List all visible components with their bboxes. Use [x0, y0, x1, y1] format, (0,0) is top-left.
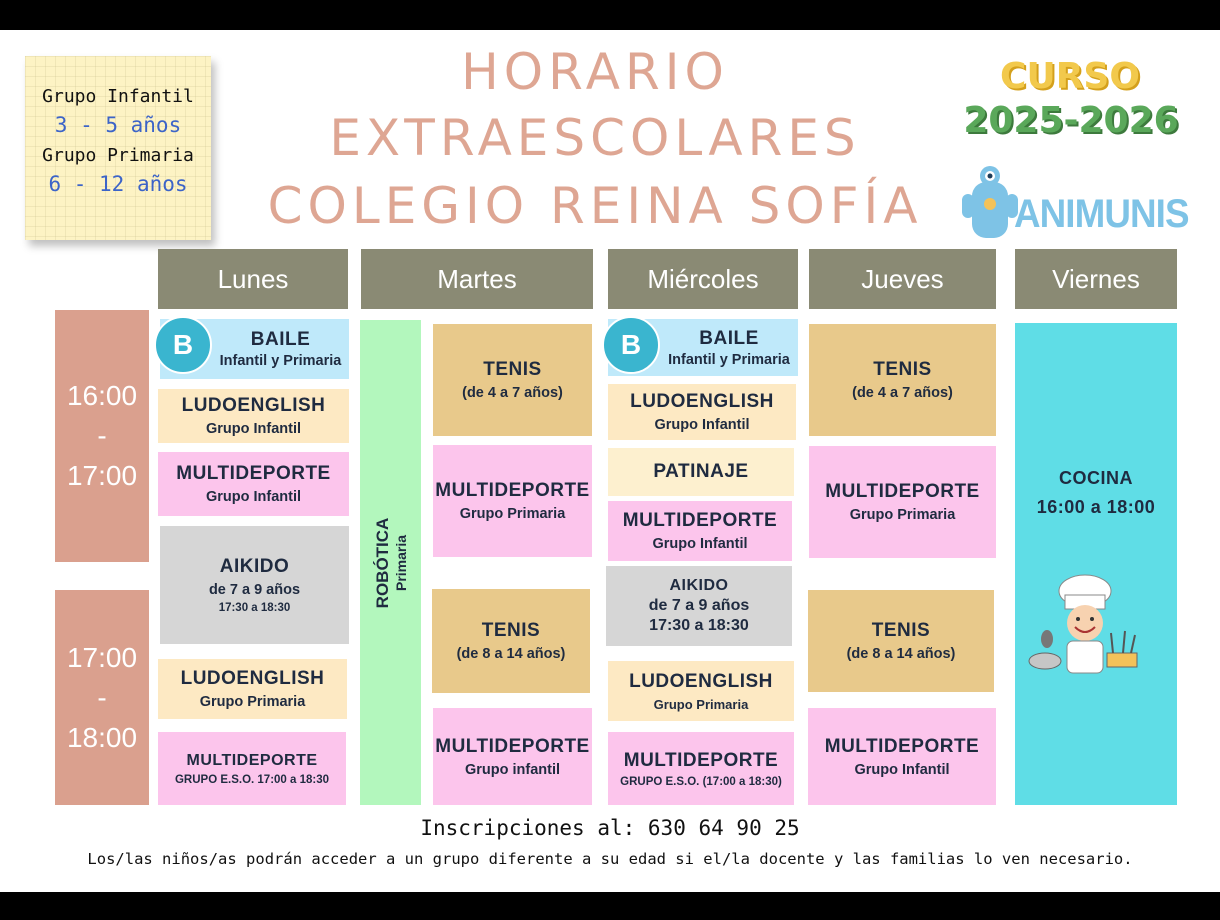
time-end: 17:00 [66, 460, 138, 491]
day-header-lunes: Lunes [158, 249, 348, 309]
martes-robotica [360, 320, 421, 805]
miercoles-aikido [606, 566, 792, 646]
activity-title: TENIS [873, 359, 932, 380]
activity-title: LUDOENGLISH [630, 391, 774, 412]
footer-note: Los/las niños/as podrán acceder a un grupo diferente a su edad si el/la docente y las familias lo ven necesario. [87, 850, 1133, 868]
activity-sub: Grupo Primaria [459, 506, 566, 522]
curso-years: 2025-2026 [963, 100, 1179, 141]
activity-sub: de 7 a 9 años [208, 582, 301, 598]
activity-sub: Grupo Infantil [205, 421, 302, 437]
activity-sub: Grupo Infantil [854, 761, 950, 778]
activity-title: MULTIDEPORTE [623, 749, 779, 771]
activity-title: MULTIDEPORTE [435, 735, 590, 757]
lunes-ludoenglish-primaria [158, 659, 347, 719]
infantil-ages: 3 - 5 años [54, 113, 182, 137]
title-line-1: HORARIO [461, 43, 729, 101]
activity-title: ROBÓTICA [372, 517, 392, 608]
activity-sub: GRUPO E.S.O. (17:00 a 18:30) [620, 775, 782, 788]
activity-sub: Grupo Primaria [653, 696, 749, 712]
baila-logo-icon: B [602, 316, 660, 374]
activity-title: MULTIDEPORTE [824, 735, 980, 757]
time-start: 17:00 [66, 641, 138, 673]
activity-title: MULTIDEPORTE [622, 510, 778, 531]
schedule-sheet [0, 30, 1220, 892]
jueves-multideporte-infantil [808, 708, 996, 805]
activity-title: MULTIDEPORTE [825, 481, 980, 502]
activity-sub: Primaria [392, 534, 409, 591]
activity-title: COCINA [1059, 468, 1133, 488]
jueves-tenis-4-7 [809, 324, 996, 436]
day-header-miercoles: Miércoles [608, 249, 798, 309]
title-line-3: COLEGIO REINA SOFÍA [267, 177, 923, 235]
activity-sub: de 7 a 9 años [648, 597, 750, 614]
activity-time: 17:30 a 18:30 [218, 602, 291, 614]
primaria-ages: 6 - 12 años [48, 172, 188, 196]
day-header-jueves: Jueves [809, 249, 996, 309]
title-line-2: EXTRAESCOLARES [329, 109, 861, 167]
curso-label: CURSO [1000, 56, 1140, 97]
time-end: 18:00 [66, 721, 138, 753]
martes-multideporte-primaria [433, 445, 592, 557]
lunes-baile [160, 319, 349, 379]
activity-sub: (de 8 a 14 años) [456, 646, 566, 662]
miercoles-baile [608, 319, 798, 376]
miercoles-ludoenglish-primaria [608, 661, 794, 721]
brand-name: ANIMUNIS [1014, 192, 1189, 236]
activity-sub: GRUPO E.S.O. 17:00 a 18:30 [174, 773, 330, 786]
lunes-multideporte-eso [158, 732, 346, 805]
activity-title: LUDOENGLISH [181, 395, 326, 416]
activity-sub: Grupo infantil [464, 761, 561, 778]
chef-boy-icon [1027, 571, 1143, 677]
day-header-martes: Martes [361, 249, 593, 309]
inscripciones-text: Inscripciones al: 630 64 90 25 [420, 816, 800, 840]
martes-multideporte-infantil [433, 708, 592, 805]
activity-title: BAILE [250, 329, 311, 350]
time-dash: - [97, 420, 107, 451]
jueves-tenis-8-14 [808, 590, 994, 692]
activity-sub: (de 8 a 14 años) [846, 646, 956, 662]
lunes-aikido [160, 526, 349, 644]
age-groups-note [25, 56, 211, 240]
lunes-multideporte-infantil [158, 452, 349, 516]
time-block-16-17 [55, 310, 149, 562]
baila-logo-icon: B [154, 316, 212, 374]
activity-title: TENIS [871, 620, 931, 641]
activity-title: LUDOENGLISH [180, 668, 325, 689]
activity-sub: Grupo Primaria [199, 694, 306, 710]
activity-sub: Infantil y Primaria [219, 353, 342, 369]
activity-title: AIKIDO [219, 556, 290, 577]
activity-title: MULTIDEPORTE [176, 463, 331, 484]
activity-sub: Grupo Infantil [654, 417, 750, 433]
activity-time: 17:30 a 18:30 [649, 617, 749, 634]
primaria-label: Grupo Primaria [42, 145, 194, 166]
activity-sub: 16:00 a 18:00 [1036, 497, 1156, 517]
viernes-cocina [1015, 323, 1177, 805]
miercoles-multideporte-infantil [608, 501, 792, 561]
activity-title: MULTIDEPORTE [435, 480, 590, 501]
activity-sub: Grupo Primaria [849, 507, 956, 523]
martes-tenis-8-14 [432, 589, 590, 693]
time-block-17-18 [55, 590, 149, 805]
miercoles-multideporte-eso [608, 732, 794, 805]
lunes-ludoenglish-infantil [158, 389, 349, 443]
activity-sub: Grupo Infantil [205, 489, 302, 505]
time-start: 16:00 [66, 380, 138, 411]
activity-sub: Infantil y Primaria [668, 351, 790, 368]
martes-tenis-4-7 [433, 324, 592, 436]
activity-sub: (de 4 a 7 años) [462, 385, 563, 401]
activity-title: TENIS [481, 620, 541, 641]
miercoles-ludoenglish-infantil [608, 384, 796, 440]
activity-sub: Grupo Infantil [652, 536, 748, 552]
day-header-viernes: Viernes [1015, 249, 1177, 309]
activity-title: PATINAJE [653, 461, 749, 482]
miercoles-patinaje [608, 448, 794, 496]
infantil-label: Grupo Infantil [42, 86, 194, 107]
activity-title: MULTIDEPORTE [186, 751, 318, 769]
activity-title: AIKIDO [669, 577, 729, 594]
activity-title: TENIS [483, 359, 542, 380]
animunis-mascot-icon [962, 164, 1018, 240]
activity-title: BAILE [699, 327, 759, 349]
activity-sub: (de 4 a 7 años) [852, 385, 953, 401]
jueves-multideporte-primaria [809, 446, 996, 558]
time-dash: - [97, 681, 107, 713]
activity-title: LUDOENGLISH [629, 670, 773, 692]
